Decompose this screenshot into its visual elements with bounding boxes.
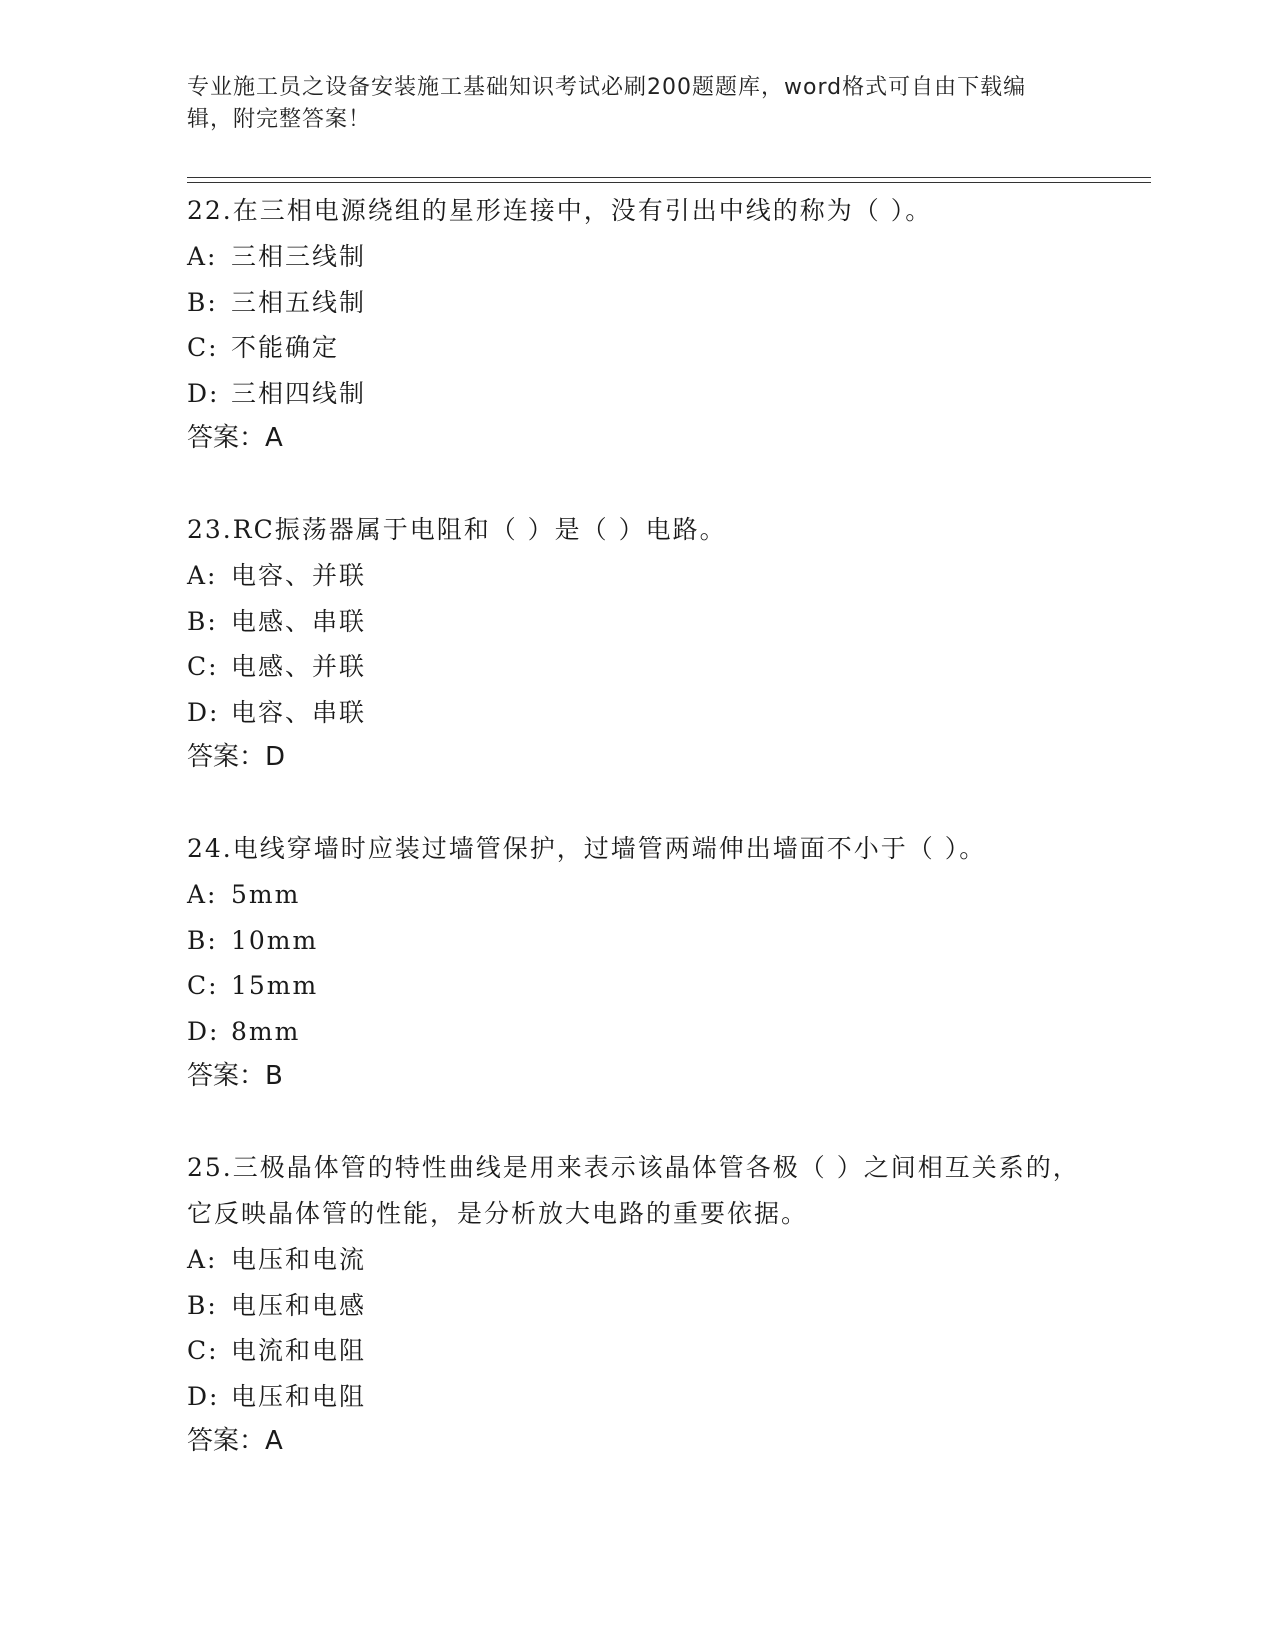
- option-text: 电容、串联: [231, 697, 367, 727]
- question-22: [187, 188, 1087, 461]
- option-a: [187, 553, 1087, 599]
- option-letter: D:: [187, 1381, 220, 1411]
- option-c: [187, 325, 1087, 371]
- option-text: 电容、并联: [231, 561, 367, 590]
- option-letter: B:: [187, 287, 218, 317]
- option-letter: C:: [187, 652, 219, 681]
- option-c: [187, 963, 1087, 1009]
- option-letter: A:: [187, 242, 218, 271]
- question-list: [187, 188, 1087, 1510]
- document-header: [187, 72, 1067, 136]
- option-text: 电流和电阻: [231, 1336, 367, 1365]
- header-divider-top: [187, 177, 1151, 178]
- option-text: 5mm: [231, 880, 301, 909]
- option-b: [187, 1283, 1087, 1329]
- question-stem: 24.电线穿墙时应装过墙管保护，过墙管两端伸出墙面不小于（ ）。: [187, 834, 987, 863]
- option-text: 三相五线制: [231, 287, 367, 317]
- option-letter: B:: [187, 1290, 218, 1320]
- option-d: [187, 690, 1087, 736]
- answer-line: 答案：B: [187, 1061, 283, 1091]
- option-a: [187, 234, 1087, 280]
- option-letter: D:: [187, 378, 220, 408]
- option-text: 不能确定: [231, 333, 340, 362]
- option-text: 15mm: [231, 971, 319, 1000]
- option-letter: C:: [187, 1336, 219, 1365]
- answer-line: 答案：A: [187, 423, 283, 453]
- option-text: 电压和电阻: [231, 1381, 367, 1411]
- option-d: [187, 1374, 1087, 1420]
- answer-line: 答案：D: [187, 742, 286, 772]
- option-text: 电感、并联: [231, 652, 367, 681]
- option-text: 三相三线制: [231, 242, 367, 271]
- option-text: 电压和电流: [231, 1245, 367, 1274]
- option-b: [187, 280, 1087, 326]
- option-letter: D:: [187, 1016, 220, 1046]
- option-text: 三相四线制: [231, 378, 367, 408]
- option-text: 电压和电感: [231, 1290, 367, 1320]
- option-letter: A:: [187, 1245, 218, 1274]
- option-letter: C:: [187, 971, 219, 1000]
- question-stem: 25.三极晶体管的特性曲线是用来表示该晶体管各极（ ）之间相互关系的，它反映晶体管的性能，是分析放大电路的重要依据。: [187, 1153, 1080, 1228]
- question-stem: 23.RC振荡器属于电阻和（ ）是（ ）电路。: [187, 515, 727, 544]
- option-b: [187, 918, 1087, 964]
- option-letter: B:: [187, 606, 218, 636]
- answer-line: 答案：A: [187, 1426, 283, 1456]
- option-a: [187, 872, 1087, 918]
- option-d: [187, 371, 1087, 417]
- question-25: [187, 1145, 1087, 1464]
- document-title: 专业施工员之设备安装施工基础知识考试必刷200题题库，word格式可自由下载编辑，附完整答案！: [187, 75, 1027, 132]
- header-divider-bottom: [187, 182, 1151, 183]
- option-letter: A:: [187, 880, 218, 909]
- option-letter: C:: [187, 333, 219, 362]
- option-text: 8mm: [231, 1016, 301, 1046]
- option-d: [187, 1009, 1087, 1055]
- option-letter: D:: [187, 697, 220, 727]
- question-24: [187, 826, 1087, 1099]
- option-c: [187, 1328, 1087, 1374]
- option-text: 电感、串联: [231, 606, 367, 636]
- question-stem: 22.在三相电源绕组的星形连接中，没有引出中线的称为（ ）。: [187, 196, 933, 225]
- option-letter: A:: [187, 561, 218, 590]
- option-b: [187, 599, 1087, 645]
- option-letter: B:: [187, 925, 218, 955]
- option-text: 10mm: [231, 925, 319, 955]
- question-23: [187, 507, 1087, 780]
- option-c: [187, 644, 1087, 690]
- option-a: [187, 1237, 1087, 1283]
